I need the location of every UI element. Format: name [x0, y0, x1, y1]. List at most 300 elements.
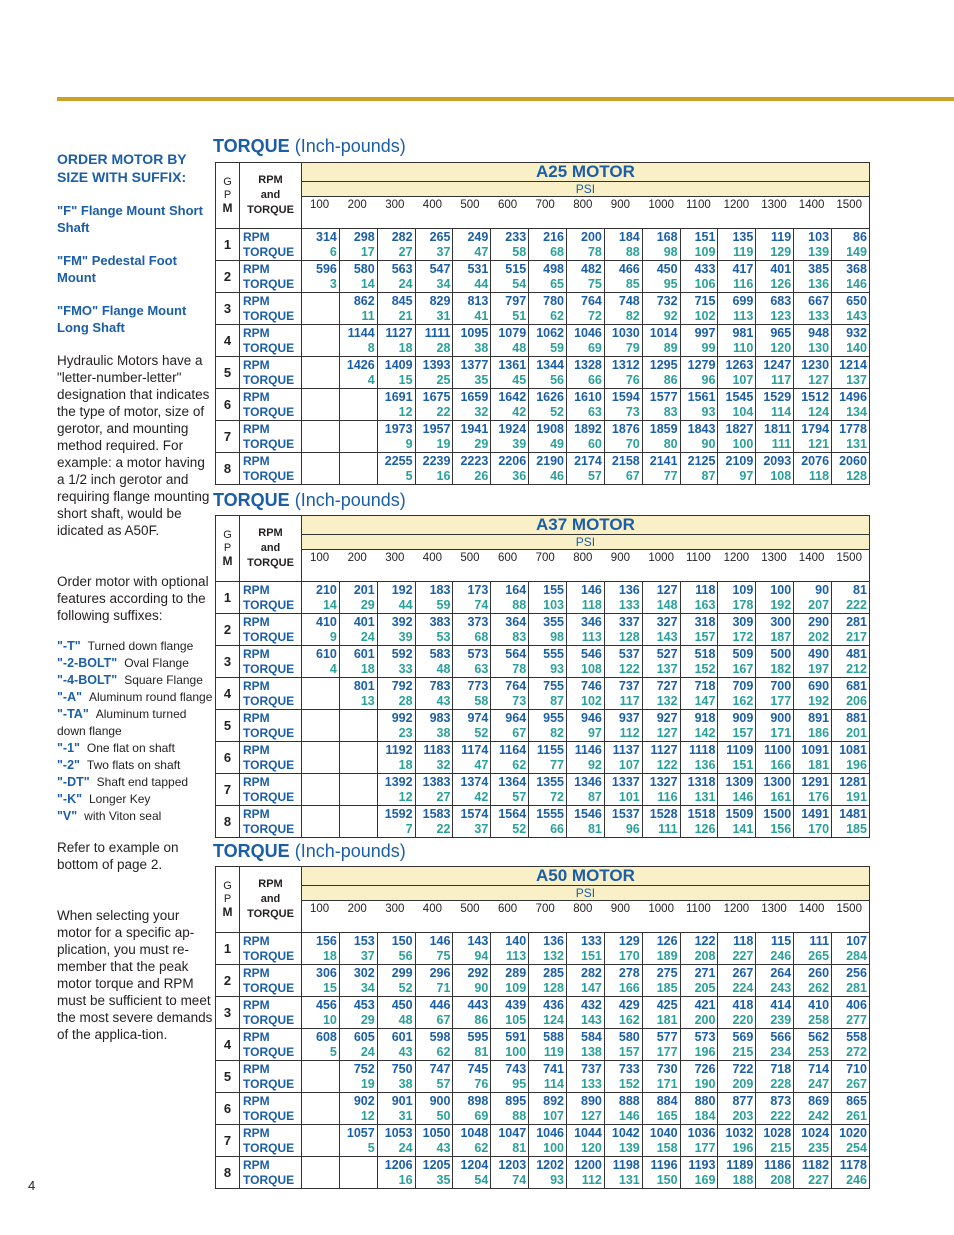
rpm-value: 992	[391, 710, 413, 725]
psi-value: 200	[347, 552, 367, 564]
torque-value: 42	[512, 404, 527, 419]
data-cell	[302, 965, 340, 997]
psi-value: 1100	[686, 552, 711, 564]
rpm-value: 1118	[689, 742, 716, 757]
rpm-value: 122	[694, 933, 716, 948]
rpm-value: 531	[467, 261, 489, 276]
suffix-item	[57, 791, 215, 808]
torque-label: TORQUE	[243, 693, 295, 708]
data-cell	[453, 1029, 491, 1061]
data-cell	[377, 646, 415, 678]
torque-value: 119	[733, 244, 754, 259]
data-cell	[718, 997, 756, 1029]
rpm-value: 900	[770, 710, 792, 725]
torque-value: 176	[808, 789, 830, 804]
rpm-value: 1973	[384, 421, 413, 436]
data-cell	[529, 646, 567, 678]
rpm-value: 296	[429, 965, 451, 980]
data-cell	[529, 806, 567, 838]
gpm-value: 5	[216, 710, 240, 742]
data-cell	[415, 1125, 453, 1157]
rpm-value: 580	[618, 1029, 640, 1044]
rpm-value: 937	[618, 710, 640, 725]
data-cell	[302, 293, 340, 325]
data-cell	[415, 453, 453, 485]
torque-unit: (Inch-pounds)	[294, 136, 406, 156]
data-cell	[756, 774, 794, 806]
torque-value: 113	[733, 308, 754, 323]
torque-value: 254	[846, 1140, 867, 1155]
data-cell	[377, 229, 415, 261]
data-cell	[491, 646, 529, 678]
gpm-value: 7	[216, 421, 240, 453]
data-cell	[302, 389, 340, 421]
torque-value: 121	[808, 436, 830, 451]
torque-value: 118	[808, 468, 830, 483]
torque-value: 117	[771, 372, 792, 387]
rpm-label: RPM	[243, 582, 270, 597]
suffix-desc: Longer Key	[89, 792, 151, 806]
torque-label: TORQUE	[243, 436, 295, 451]
data-cell	[680, 646, 718, 678]
torque-value: 27	[398, 244, 413, 259]
rpm-value: 150	[391, 933, 413, 948]
rpm-value: 1032	[725, 1125, 754, 1140]
torque-value: 186	[808, 725, 830, 740]
gpm-letter: G	[223, 529, 232, 541]
data-cell	[453, 421, 491, 453]
data-cell	[453, 453, 491, 485]
rpm-torque-label	[240, 1061, 302, 1093]
data-cell	[718, 261, 756, 293]
rpm-value: 1328	[574, 357, 602, 372]
data-cell	[339, 389, 377, 421]
rpm-value: 902	[353, 1093, 375, 1108]
data-cell	[377, 1061, 415, 1093]
rpm-value: 1046	[574, 325, 602, 340]
rpm-value: 432	[581, 997, 602, 1012]
suffix-code: "-2"	[57, 758, 80, 772]
data-cell	[642, 678, 680, 710]
rpm-value: 173	[467, 582, 489, 597]
data-cell	[680, 774, 718, 806]
rpm-value: 418	[732, 997, 754, 1012]
data-cell	[680, 742, 718, 774]
torque-value: 80	[663, 436, 678, 451]
data-cell	[302, 261, 340, 293]
rpm-value: 1491	[801, 806, 830, 821]
data-cell	[377, 678, 415, 710]
table-row	[216, 678, 870, 710]
gpm-value: 2	[216, 261, 240, 293]
rpm-value: 498	[543, 261, 565, 276]
rpm-value: 1392	[384, 774, 413, 789]
rpm-value: 1794	[801, 421, 830, 436]
torque-title-2	[213, 490, 406, 511]
rpm-value: 1374	[460, 774, 489, 789]
torque-value: 11	[361, 308, 375, 323]
torque-value: 87	[550, 693, 565, 708]
rpm-value: 792	[391, 678, 413, 693]
data-cell	[453, 293, 491, 325]
data-cell	[718, 453, 756, 485]
torque-value: 188	[732, 1172, 754, 1187]
data-cell	[567, 357, 605, 389]
data-cell	[642, 389, 680, 421]
data-cell	[794, 678, 832, 710]
data-cell	[718, 357, 756, 389]
rpm-value: 564	[505, 646, 527, 661]
data-cell	[642, 614, 680, 646]
suffix-list	[57, 638, 215, 825]
rpm-value: 1908	[536, 421, 565, 436]
torque-value: 217	[846, 629, 867, 644]
torque-value: 24	[360, 1044, 375, 1059]
rpm-value: 1691	[384, 389, 413, 404]
torque-label: TORQUE	[243, 244, 295, 259]
data-cell	[642, 261, 680, 293]
psi-value: 1500	[836, 903, 862, 915]
data-cell	[604, 997, 642, 1029]
data-cell	[794, 261, 832, 293]
data-cell	[642, 582, 680, 614]
rpm-value: 1876	[611, 421, 640, 436]
torque-value: 82	[625, 308, 640, 323]
data-cell	[491, 614, 529, 646]
torque-value: 184	[694, 1108, 716, 1123]
rpm-value: 201	[353, 582, 375, 597]
data-cell	[491, 261, 529, 293]
torque-value: 162	[618, 1012, 640, 1027]
torque-value: 72	[587, 308, 602, 323]
data-cell	[302, 678, 340, 710]
torque-value: 63	[587, 404, 602, 419]
torque-value: 136	[694, 757, 716, 772]
psi-value: 600	[498, 552, 518, 564]
data-cell	[529, 1093, 567, 1125]
rpm-value: 153	[353, 933, 375, 948]
table-row	[216, 1093, 870, 1125]
data-cell	[680, 357, 718, 389]
rpm-label: RPM	[243, 1157, 270, 1172]
data-cell	[718, 293, 756, 325]
data-cell	[642, 421, 680, 453]
data-cell	[604, 1029, 642, 1061]
data-cell	[453, 678, 491, 710]
torque-value: 131	[846, 436, 867, 451]
torque-value: 96	[701, 372, 716, 387]
torque-value: 45	[512, 372, 527, 387]
psi-value: 1300	[761, 552, 787, 564]
torque-value: 75	[587, 276, 602, 291]
torque-value: 100	[543, 1140, 565, 1155]
rpm-label: RPM	[243, 933, 270, 948]
data-cell	[604, 453, 642, 485]
data-cell	[302, 1125, 340, 1157]
table-row	[216, 997, 870, 1029]
rpm-value: 1529	[763, 389, 792, 404]
rpm-value: 1062	[536, 325, 565, 340]
rpm-value: 1200	[574, 1157, 602, 1172]
torque-value: 68	[550, 244, 565, 259]
torque-value: 4	[367, 372, 375, 387]
rpm-value: 683	[770, 293, 792, 308]
rpm-value: 797	[505, 293, 527, 308]
rpm-value: 271	[694, 965, 716, 980]
torque-value: 50	[436, 1108, 451, 1123]
rpm-value: 1127	[650, 742, 678, 757]
torque-value: 48	[398, 1012, 413, 1027]
table-row	[216, 261, 870, 293]
psi-value: 700	[535, 199, 555, 211]
torque-value: 38	[436, 725, 451, 740]
torque-value: 161	[770, 789, 792, 804]
suffix-desc: with Viton seal	[84, 809, 162, 823]
rpm-value: 1337	[611, 774, 640, 789]
data-cell	[832, 710, 870, 742]
data-cell	[832, 742, 870, 774]
rpm-value: 292	[467, 965, 489, 980]
rpm-value: 563	[391, 261, 413, 276]
data-cell	[377, 1029, 415, 1061]
torque-value: 57	[512, 789, 527, 804]
data-cell	[832, 646, 870, 678]
torque-value: 114	[543, 1076, 565, 1091]
torque-value: 56	[398, 948, 413, 963]
suffix-desc: Two flats on shaft	[86, 758, 181, 772]
torque-value: 117	[619, 693, 640, 708]
torque-value: 185	[846, 821, 867, 836]
torque-value: 90	[474, 980, 489, 995]
data-cell	[415, 293, 453, 325]
rpm-value: 86	[853, 229, 867, 244]
torque-value: 272	[846, 1044, 867, 1059]
torque-value: 66	[587, 372, 602, 387]
psi-scale	[302, 901, 870, 933]
table-row	[216, 1061, 870, 1093]
rpm-value: 964	[505, 710, 527, 725]
rpm-value: 155	[543, 582, 565, 597]
data-cell	[529, 742, 567, 774]
rpm-value: 1081	[839, 742, 867, 757]
rpm-value: 264	[770, 965, 792, 980]
torque-value: 51	[512, 308, 527, 323]
data-cell	[377, 261, 415, 293]
rpm-value: 965	[770, 325, 792, 340]
torque-value: 239	[770, 1012, 792, 1027]
data-cell	[377, 1157, 415, 1189]
torque-value: 44	[398, 597, 413, 612]
torque-value: 93	[701, 404, 716, 419]
rpm-value: 1528	[649, 806, 678, 821]
data-cell	[491, 1125, 529, 1157]
torque-value: 189	[656, 948, 678, 963]
torque-value: 57	[436, 1076, 451, 1091]
rpm-value: 368	[846, 261, 867, 276]
torque-value: 59	[550, 340, 565, 355]
rpm-value: 285	[543, 965, 565, 980]
rpm-value: 755	[543, 678, 565, 693]
torque-value: 53	[436, 629, 451, 644]
rpm-value: 743	[505, 1061, 527, 1076]
data-cell	[832, 325, 870, 357]
rpm-torque-label	[240, 261, 302, 293]
data-cell	[339, 678, 377, 710]
data-cell	[302, 421, 340, 453]
torque-value: 48	[512, 340, 527, 355]
data-cell	[756, 357, 794, 389]
rpm-torque-label	[240, 229, 302, 261]
rpm-value: 299	[391, 965, 413, 980]
rpm-value: 1512	[801, 389, 830, 404]
data-cell	[377, 357, 415, 389]
torque-value: 265	[808, 948, 830, 963]
torque-value: 85	[625, 276, 640, 291]
rpm-value: 2125	[687, 453, 716, 468]
rpm-torque-label	[240, 997, 302, 1029]
psi-scale	[302, 197, 870, 229]
rpm-value: 555	[543, 646, 565, 661]
data-cell	[718, 774, 756, 806]
torque-label: TORQUE	[243, 597, 295, 612]
data-cell	[415, 229, 453, 261]
data-cell	[832, 933, 870, 965]
rpm-value: 1100	[764, 742, 792, 757]
rpm-value: 1377	[460, 357, 489, 372]
rpm-label: RPM	[243, 806, 270, 821]
torque-value: 146	[732, 789, 754, 804]
rpm-value: 135	[732, 229, 754, 244]
torque-value: 47	[474, 757, 489, 772]
rpm-torque-word: RPM	[258, 174, 283, 186]
data-cell	[567, 774, 605, 806]
data-cell	[718, 1029, 756, 1061]
gpm-value: 6	[216, 389, 240, 421]
torque-value: 38	[398, 1076, 413, 1091]
gpm-header	[216, 163, 240, 229]
torque-value: 74	[512, 1172, 527, 1187]
torque-value: 169	[694, 1172, 716, 1187]
rpm-value: 1291	[801, 774, 830, 789]
data-cell	[567, 614, 605, 646]
data-cell	[377, 614, 415, 646]
rpm-value: 346	[581, 614, 602, 629]
torque-value: 196	[732, 1140, 754, 1155]
torque-value: 32	[436, 757, 451, 772]
data-cell	[832, 1093, 870, 1125]
suffix-code: "-DT"	[57, 775, 90, 789]
data-cell	[415, 261, 453, 293]
suffix-code: "-TA"	[57, 707, 89, 721]
torque-value: 114	[771, 404, 792, 419]
data-cell	[756, 1093, 794, 1125]
torque-unit: (Inch-pounds)	[294, 841, 406, 861]
torque-value: 31	[398, 1108, 413, 1123]
torque-value: 111	[771, 436, 792, 451]
rpm-value: 1044	[574, 1125, 602, 1140]
rpm-value: 592	[391, 646, 413, 661]
rpm-value: 737	[618, 678, 640, 693]
data-cell	[642, 453, 680, 485]
torque-value: 88	[625, 244, 640, 259]
rpm-value: 1843	[687, 421, 716, 436]
data-cell	[491, 1061, 529, 1093]
torque-value: 208	[694, 948, 716, 963]
rpm-value: 900	[429, 1093, 451, 1108]
data-cell	[680, 1029, 718, 1061]
data-cell	[453, 933, 491, 965]
rpm-value: 410	[808, 997, 830, 1012]
torque-label: TORQUE	[213, 490, 290, 510]
rpm-value: 608	[316, 1029, 337, 1044]
torque-value: 107	[732, 372, 754, 387]
rpm-value: 249	[467, 229, 489, 244]
torque-value: 177	[770, 693, 792, 708]
torque-value: 97	[739, 468, 754, 483]
sidebar	[57, 150, 215, 1043]
torque-value: 43	[398, 1044, 413, 1059]
data-cell	[642, 1029, 680, 1061]
rpm-torque-label	[240, 965, 302, 997]
torque-value: 6	[329, 244, 337, 259]
torque-value: 54	[512, 276, 527, 291]
rpm-value: 1346	[574, 774, 602, 789]
rpm-value: 1518	[687, 806, 716, 821]
rpm-value: 1592	[384, 806, 413, 821]
data-cell	[680, 1125, 718, 1157]
rpm-value: 780	[543, 293, 565, 308]
rpm-value: 741	[543, 1061, 565, 1076]
data-cell	[453, 806, 491, 838]
data-cell	[756, 582, 794, 614]
psi-value: 1000	[648, 552, 674, 564]
data-cell	[491, 678, 529, 710]
data-cell	[415, 646, 453, 678]
rpm-value: 1583	[422, 806, 451, 821]
data-cell	[832, 1157, 870, 1189]
torque-value: 124	[543, 1012, 565, 1027]
torque-value: 127	[656, 725, 678, 740]
motor-title: A50 MOTOR	[302, 867, 870, 886]
gpm-letter: M	[222, 554, 233, 568]
data-cell	[604, 1093, 642, 1125]
torque-value: 129	[770, 244, 792, 259]
torque-title-3	[213, 841, 406, 862]
data-cell	[529, 933, 567, 965]
rpm-value: 1279	[687, 357, 716, 372]
rpm-value: 748	[618, 293, 640, 308]
torque-value: 228	[770, 1076, 792, 1091]
torque-value: 281	[846, 980, 867, 995]
rpm-value: 509	[732, 646, 754, 661]
data-cell	[529, 325, 567, 357]
rpm-value: 1014	[649, 325, 678, 340]
torque-value: 166	[618, 980, 640, 995]
data-cell	[453, 997, 491, 1029]
torque-label: TORQUE	[243, 1140, 295, 1155]
rpm-value: 981	[732, 325, 754, 340]
data-cell	[832, 1125, 870, 1157]
data-cell	[491, 774, 529, 806]
torque-value: 152	[694, 661, 716, 676]
torque-value: 187	[770, 629, 792, 644]
a25-motor-table	[215, 162, 870, 485]
data-cell	[453, 1093, 491, 1125]
torque-value: 65	[550, 276, 565, 291]
data-cell	[680, 453, 718, 485]
torque-value: 147	[581, 980, 602, 995]
rpm-value: 601	[353, 646, 375, 661]
